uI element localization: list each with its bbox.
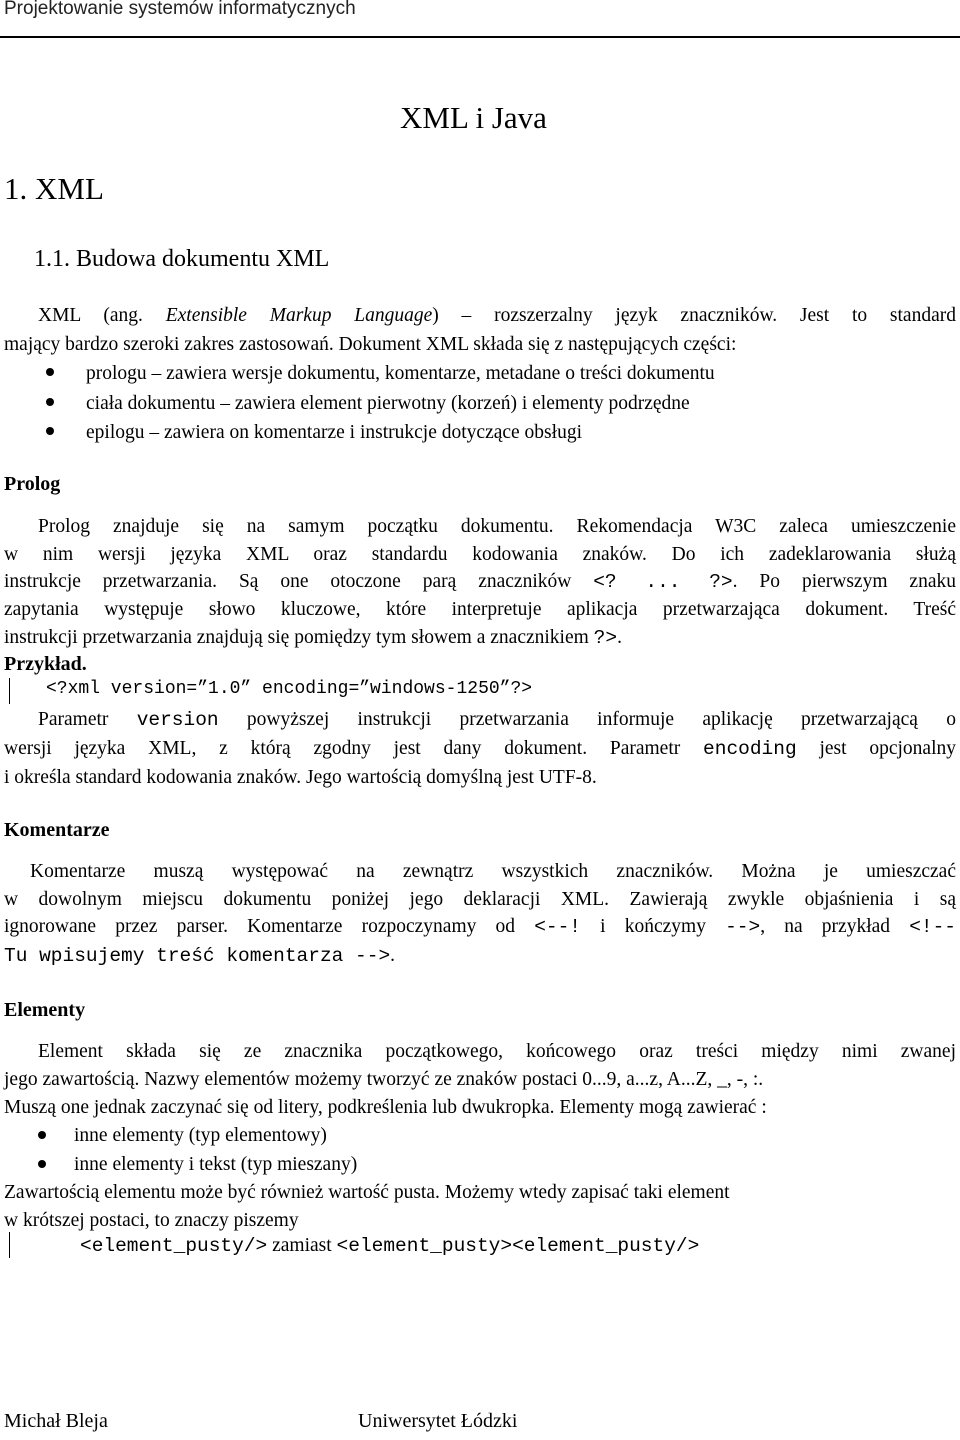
section-heading-1: 1. XML — [4, 171, 104, 206]
comments-line-3: ignorowane przez parser. Komentarze rozpoczynamy od <--! i kończymy -->, na przykład <!-- — [4, 916, 956, 938]
section-heading-1-1: 1.1. Budowa dokumentu XML — [34, 246, 330, 272]
code-snippet: <? ... ?> — [593, 571, 733, 593]
elements-bullet-item: inne elementy i tekst (typ mieszany) — [74, 1154, 358, 1175]
intro-line-2: mający bardzo szeroki zakres zastosowań. Dokument XML składa się z następujących części: — [4, 334, 737, 355]
prolog-param-line-1: Parametr version powyższej instrukcji przetwarzania informuje aplikację przetwarzającą o — [38, 709, 956, 731]
comments-heading: Komentarze — [4, 819, 110, 841]
comments-line-1: Komentarze muszą występować na zewnątrz wszystkich znaczników. Można je umieszczać — [30, 861, 956, 882]
code-snippet: version — [136, 709, 219, 731]
code-snippet: Tu wpisujemy treść komentarza --> — [4, 945, 391, 967]
header-course-title: Projektowanie systemów informatycznych — [4, 0, 356, 19]
footer-author: Michał Bleja — [4, 1410, 108, 1432]
elements-line-5: w krótszej postaci, to znaczy piszemy — [4, 1210, 299, 1231]
code-snippet: ?> — [593, 627, 618, 649]
intro-bullet-item: ciała dokumentu – zawiera element pierwotny (korzeń) i elementy podrzędne — [86, 393, 690, 414]
intro-term: Extensible Markup Language — [165, 305, 433, 326]
intro-bullet-item: epilogu – zawiera on komentarze i instrukcje dotyczące obsługi — [86, 422, 582, 443]
empty-element-example: <element_pusty/> zamiast <element_pusty><element_pusty/> — [80, 1235, 700, 1257]
elements-line-2: jego zawartością. Nazwy elementów możemy tworzyć ze znaków postaci 0...9, a...z, A...Z, _, -, :. — [4, 1069, 764, 1090]
prolog-heading: Prolog — [4, 473, 61, 495]
bullet-icon — [46, 368, 54, 376]
elements-line-4: Zawartością elementu może być również wartość pusta. Możemy wtedy zapisać taki element — [4, 1182, 730, 1203]
bullet-icon — [46, 398, 54, 406]
prolog-line-1: Prolog znajduje się na samym początku dokumentu. Rekomendacja W3C zaleca umieszczenie — [38, 516, 956, 537]
elements-bullet-item: inne elementy (typ elementowy) — [74, 1125, 327, 1146]
code-snippet: <--! — [534, 916, 581, 938]
prolog-line-5: instrukcji przetwarzania znajdują się pomiędzy tym słowem a znacznikiem ?>. — [4, 627, 622, 649]
document-title: XML i Java — [400, 100, 547, 135]
code-snippet: --> — [725, 916, 761, 938]
bullet-icon — [46, 427, 54, 435]
code-snippet: <element_pusty/> — [80, 1235, 268, 1257]
intro-bullet-item: prologu – zawiera wersje dokumentu, komentarze, metadane o treści dokumentu — [86, 363, 715, 384]
prolog-param-line-2: wersji języka XML, z którą zgodny jest dany dokument. Parametr encoding jest opcjonalny — [4, 738, 956, 760]
bullet-icon — [38, 1160, 46, 1168]
example-label: Przykład. — [4, 653, 87, 675]
prolog-line-2: w nim wersji języka XML oraz standardu kodowania znaków. Do ich zadeklarowania służą — [4, 544, 956, 565]
elements-heading: Elementy — [4, 999, 86, 1021]
code-snippet: <!-- — [909, 916, 956, 938]
code-snippet: encoding — [703, 738, 797, 760]
elements-line-3: Muszą one jednak zaczynać się od litery, podkreślenia lub dwukropka. Elementy mogą zawierać : — [4, 1097, 767, 1118]
elements-line-1: Element składa się ze znacznika początkowego, końcowego oraz treści między nimi zwanej — [38, 1041, 956, 1062]
intro-line-1: XML (ang. Extensible Markup Language) – rozszerzalny język znaczników. Jest to standard — [38, 305, 956, 326]
header-divider — [0, 36, 960, 38]
xml-declaration-example: <?xml version=”1.0” encoding=”windows-1250”?> — [46, 679, 533, 699]
comments-line-4: Tu wpisujemy treść komentarza -->. — [4, 945, 396, 967]
comments-line-2: w dowolnym miejscu dokumentu poniżej jego deklaracji XML. Zawierają zwykle objaśnienia i są — [4, 889, 956, 910]
bullet-icon — [38, 1131, 46, 1139]
prolog-line-3: instrukcje przetwarzania. Są one otoczone parą znaczników <? ... ?>. Po pierwszym znaku — [4, 571, 956, 593]
prolog-line-4: zapytania występuje słowo kluczowe, które interpretuje aplikacja przetwarzająca dokument. Treść — [4, 599, 956, 620]
code-block-bar — [9, 678, 10, 704]
code-block-bar — [9, 1232, 10, 1258]
prolog-param-line-3: i określa standard kodowania znaków. Jego wartością domyślną jest UTF-8. — [4, 767, 597, 788]
code-snippet: <element_pusty><element_pusty/> — [336, 1235, 700, 1257]
footer-university: Uniwersytet Łódzki — [358, 1410, 518, 1432]
